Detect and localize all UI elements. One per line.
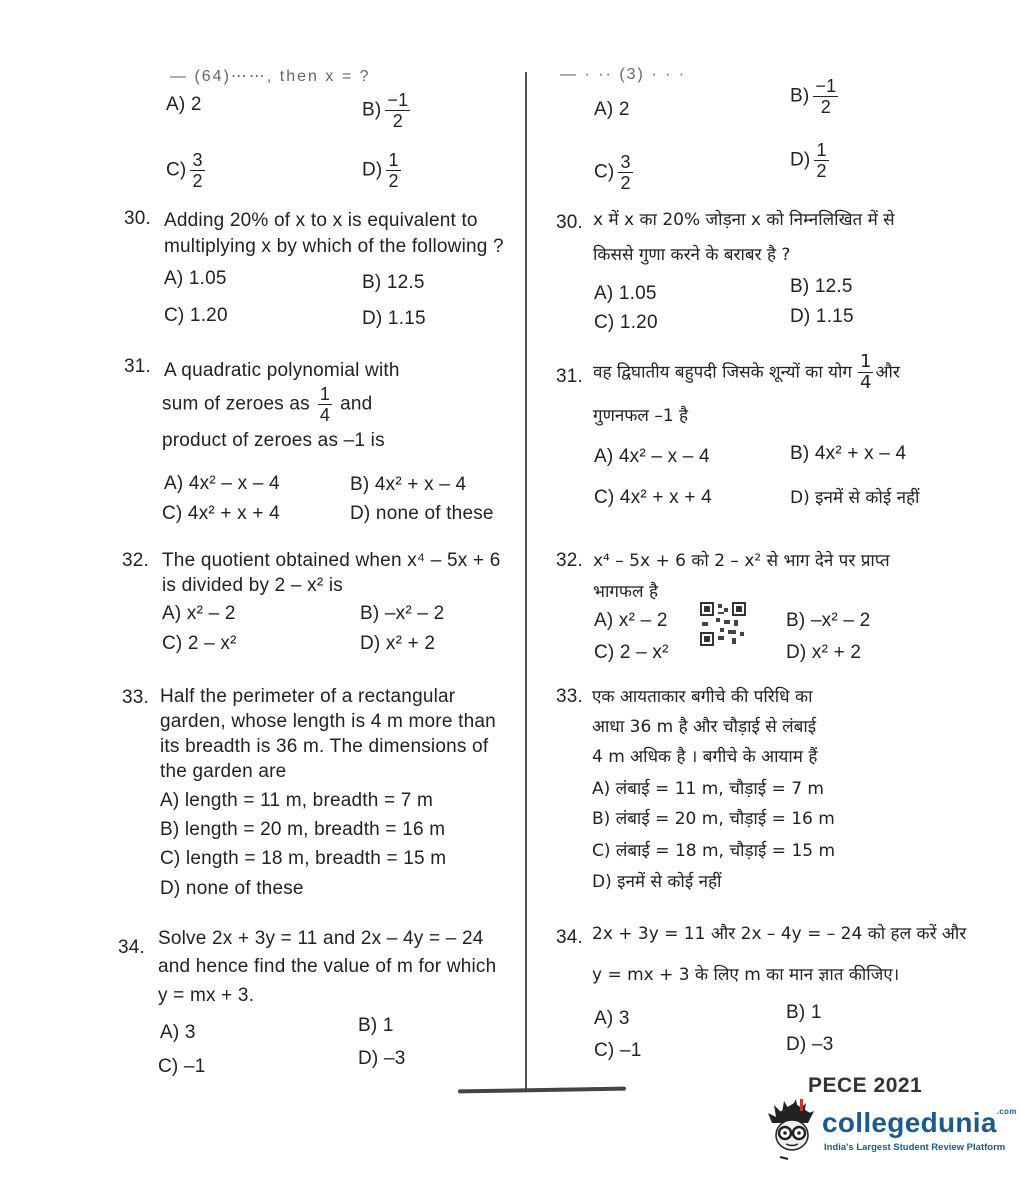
option-c: C) 4x² + x + 4 bbox=[594, 487, 712, 508]
question-text: y = mx + 3. bbox=[158, 985, 255, 1006]
option-b: B) लंबाई = 20 m, चौड़ाई = 16 m bbox=[592, 809, 835, 829]
option-a: A) 3 bbox=[160, 1022, 196, 1043]
option-a: A) length = 11 m, breadth = 7 m bbox=[160, 790, 434, 811]
option-d: D) इनमें से कोई नहीं bbox=[592, 872, 722, 892]
option-b: B) –x² – 2 bbox=[786, 610, 871, 631]
option-a: A) x² – 2 bbox=[162, 603, 236, 624]
option-a: A) x² – 2 bbox=[594, 610, 668, 631]
option-b: B) 4x² + x – 4 bbox=[350, 474, 467, 495]
question-text: भागफल है bbox=[593, 582, 658, 602]
option-b: B) $\frac{-1}{2}$ bbox=[362, 90, 409, 131]
option-d: D) none of these bbox=[160, 878, 304, 899]
option-a: A) 3 bbox=[594, 1008, 630, 1029]
option-c: C) 2 – x² bbox=[162, 633, 237, 654]
question-text: product of zeroes as –1 is bbox=[162, 430, 385, 451]
question-number: 34. bbox=[118, 937, 146, 958]
question-text: y = mx + 3 के लिए m का मान ज्ञात कीजिए। bbox=[592, 965, 900, 985]
question-number: 34. bbox=[556, 927, 584, 948]
option-b: B) $\frac{-1}{2}$ bbox=[790, 76, 837, 117]
column-divider bbox=[525, 72, 527, 1092]
question-text: Solve 2x + 3y = 11 and 2x – 4y = – 24 bbox=[158, 928, 484, 949]
option-c: C) $\frac{3}{2}$ bbox=[166, 150, 203, 191]
question-number: 31. bbox=[124, 356, 152, 377]
option-b: B) 12.5 bbox=[790, 276, 853, 297]
option-d: D) 1.15 bbox=[790, 306, 854, 327]
option-c: C) 2 – x² bbox=[594, 642, 669, 663]
option-b: B) 1 bbox=[358, 1015, 394, 1036]
question-number: 33. bbox=[556, 686, 584, 707]
option-d: D) –3 bbox=[786, 1034, 834, 1055]
option-c: C) 4x² + x + 4 bbox=[162, 503, 280, 524]
bottom-stroke bbox=[458, 1087, 626, 1094]
question-text: x⁴ – 5x + 6 को 2 – x² से भाग देने पर प्राप्त bbox=[593, 551, 890, 571]
option-d: D) $\frac{1}{2}$ bbox=[790, 140, 827, 181]
option-d: D) x² + 2 bbox=[360, 633, 436, 654]
option-c: C) –1 bbox=[158, 1056, 206, 1077]
question-number: 32. bbox=[556, 550, 584, 571]
question-text: Half the perimeter of a rectangular bbox=[160, 686, 456, 707]
question-text: sum of zeroes as $\frac{1}{4}$ and bbox=[162, 384, 373, 425]
brand-name: collegedunia$^{.com}$ bbox=[822, 1107, 1017, 1138]
question-text: 4 m अधिक है । बगीचे के आयाम हैं bbox=[592, 747, 818, 767]
question-text: वह द्विघातीय बहुपदी जिसके शून्यों का योग $\frac{1}{4}$ और bbox=[593, 351, 900, 393]
option-d: D) x² + 2 bbox=[786, 642, 862, 663]
mascot-icon bbox=[764, 1095, 822, 1165]
option-a: A) 2 bbox=[166, 94, 202, 115]
question-text: एक आयताकार बगीचे की परिधि का bbox=[592, 687, 813, 707]
qr-code-icon bbox=[700, 602, 746, 646]
question-text: the garden are bbox=[160, 761, 287, 782]
question-number: 33. bbox=[122, 687, 150, 708]
question-number: 30. bbox=[556, 212, 584, 233]
option-c: C) –1 bbox=[594, 1040, 642, 1061]
question-number: 31. bbox=[556, 366, 584, 387]
collegedunia-logo bbox=[764, 1095, 1017, 1165]
option-d: D) none of these bbox=[350, 503, 494, 524]
option-b: B) 4x² + x – 4 bbox=[790, 443, 907, 464]
option-b: B) –x² – 2 bbox=[360, 603, 445, 624]
option-d: D) –3 bbox=[358, 1048, 406, 1069]
cut-off-header-right: — · ·· (3) · · · bbox=[560, 66, 687, 83]
exam-label: PECE 2021 bbox=[808, 1074, 923, 1097]
question-text: multiplying x by which of the following ? bbox=[164, 236, 504, 257]
option-b: B) 12.5 bbox=[362, 272, 425, 293]
cut-off-header-left: — (64)⋯⋯, then x = ? bbox=[170, 68, 371, 85]
question-text: garden, whose length is 4 m more than bbox=[160, 711, 496, 732]
question-text: x में x का 20% जोड़ना x को निम्नलिखित में से bbox=[593, 210, 895, 230]
option-c: C) $\frac{3}{2}$ bbox=[594, 152, 631, 193]
question-number: 30. bbox=[124, 208, 152, 229]
option-b: B) length = 20 m, breadth = 16 m bbox=[160, 819, 446, 840]
question-text: The quotient obtained when x⁴ – 5x + 6 bbox=[162, 550, 501, 571]
question-text: आधा 36 m है और चौड़ाई से लंबाई bbox=[592, 717, 817, 737]
question-text: 2x + 3y = 11 और 2x – 4y = – 24 को हल करें और bbox=[592, 924, 967, 944]
question-text: गुणनफल –1 है bbox=[593, 406, 689, 426]
brand-tagline: India's Largest Student Review Platform bbox=[824, 1142, 1006, 1153]
option-d: D) 1.15 bbox=[362, 308, 426, 329]
question-text: Adding 20% of x to x is equivalent to bbox=[164, 210, 478, 231]
question-text: is divided by 2 – x² is bbox=[162, 575, 343, 596]
option-a: A) 4x² – x – 4 bbox=[594, 446, 710, 467]
question-text: किससे गुणा करने के बराबर है ? bbox=[593, 245, 791, 265]
option-a: A) लंबाई = 11 m, चौड़ाई = 7 m bbox=[592, 779, 824, 799]
option-d: D) इनमें से कोई नहीं bbox=[790, 488, 920, 508]
option-c: C) 1.20 bbox=[594, 312, 658, 333]
option-c: C) 1.20 bbox=[164, 305, 228, 326]
option-b: B) 1 bbox=[786, 1002, 822, 1023]
question-text: and hence find the value of m for which bbox=[158, 956, 497, 977]
option-a: A) 4x² – x – 4 bbox=[164, 473, 280, 494]
question-text: its breadth is 36 m. The dimensions of bbox=[160, 736, 489, 757]
option-a: A) 2 bbox=[594, 99, 630, 120]
option-c: C) लंबाई = 18 m, चौड़ाई = 15 m bbox=[592, 841, 836, 861]
option-d: D) $\frac{1}{2}$ bbox=[362, 150, 399, 191]
question-number: 32. bbox=[122, 550, 150, 571]
option-c: C) length = 18 m, breadth = 15 m bbox=[160, 848, 447, 869]
question-text: A quadratic polynomial with bbox=[164, 360, 400, 381]
option-a: A) 1.05 bbox=[164, 268, 227, 289]
option-a: A) 1.05 bbox=[594, 283, 657, 304]
